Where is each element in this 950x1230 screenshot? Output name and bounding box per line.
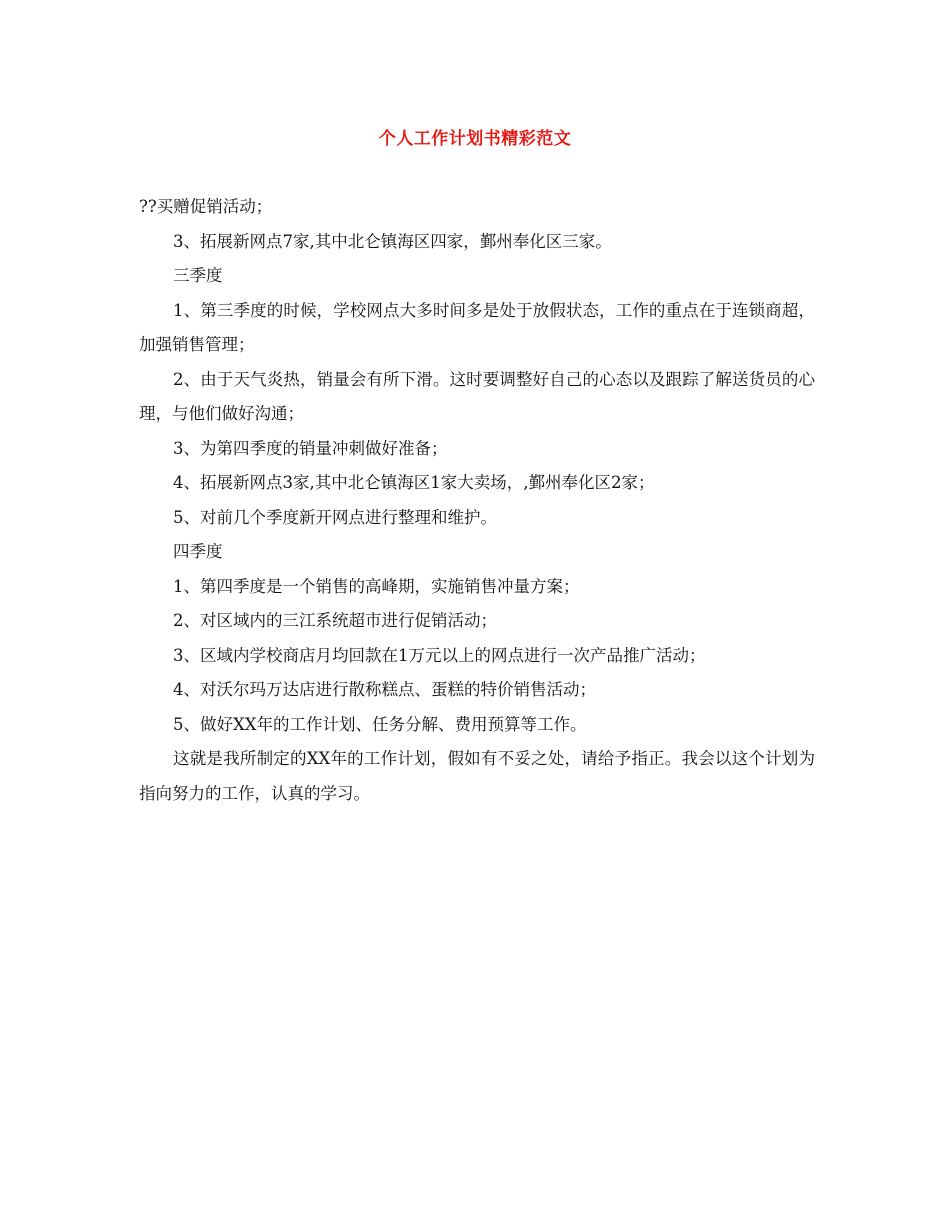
paragraph-2: 3、拓展新网点7家,其中北仑镇海区四家，鄞州奉化区三家。 <box>173 231 612 251</box>
paragraph-14: 5、做好XX年的工作计划、任务分解、费用预算等工作。 <box>173 714 587 734</box>
paragraph-4: 1、第三季度的时候，学校网点大多时间多是处于放假状态，工作的重点在于连锁商超，加强销售管理； <box>139 300 815 354</box>
paragraph-12: 3、区域内学校商店月均回款在1万元以上的网点进行一次产品推广活动； <box>173 645 706 665</box>
paragraph-10: 1、第四季度是一个销售的高峰期，实施销售冲量方案； <box>173 576 580 596</box>
document-title: 个人工作计划书精彩范文 <box>378 129 572 149</box>
document-body <box>139 190 815 811</box>
section-heading-q4: 四季度 <box>173 542 223 561</box>
section-heading-q3: 三季度 <box>173 266 223 285</box>
paragraph-11: 2、对区域内的三江系统超市进行促销活动； <box>173 611 497 630</box>
paragraph-5: 2、由于天气炎热，销量会有所下滑。这时要调整好自己的心态以及跟踪了解送货员的心理，与他们做好沟通； <box>139 369 815 423</box>
paragraph-15: 这就是我所制定的XX年的工作计划，假如有不妥之处，请给予指正。我会以这个计划为指向努力的工作，认真的学习。 <box>139 749 815 803</box>
paragraph-1: ??买赠促销活动； <box>139 197 273 216</box>
paragraph-8: 5、对前几个季度新开网点进行整理和维护。 <box>173 507 497 527</box>
paragraph-13: 4、对沃尔玛万达店进行散称糕点、蛋糕的特价销售活动； <box>173 680 596 699</box>
paragraph-7: 4、拓展新网点3家,其中北仑镇海区1家大卖场，,鄞州奉化区2家； <box>173 473 655 492</box>
paragraph-6: 3、为第四季度的销量冲刺做好准备； <box>173 438 448 458</box>
